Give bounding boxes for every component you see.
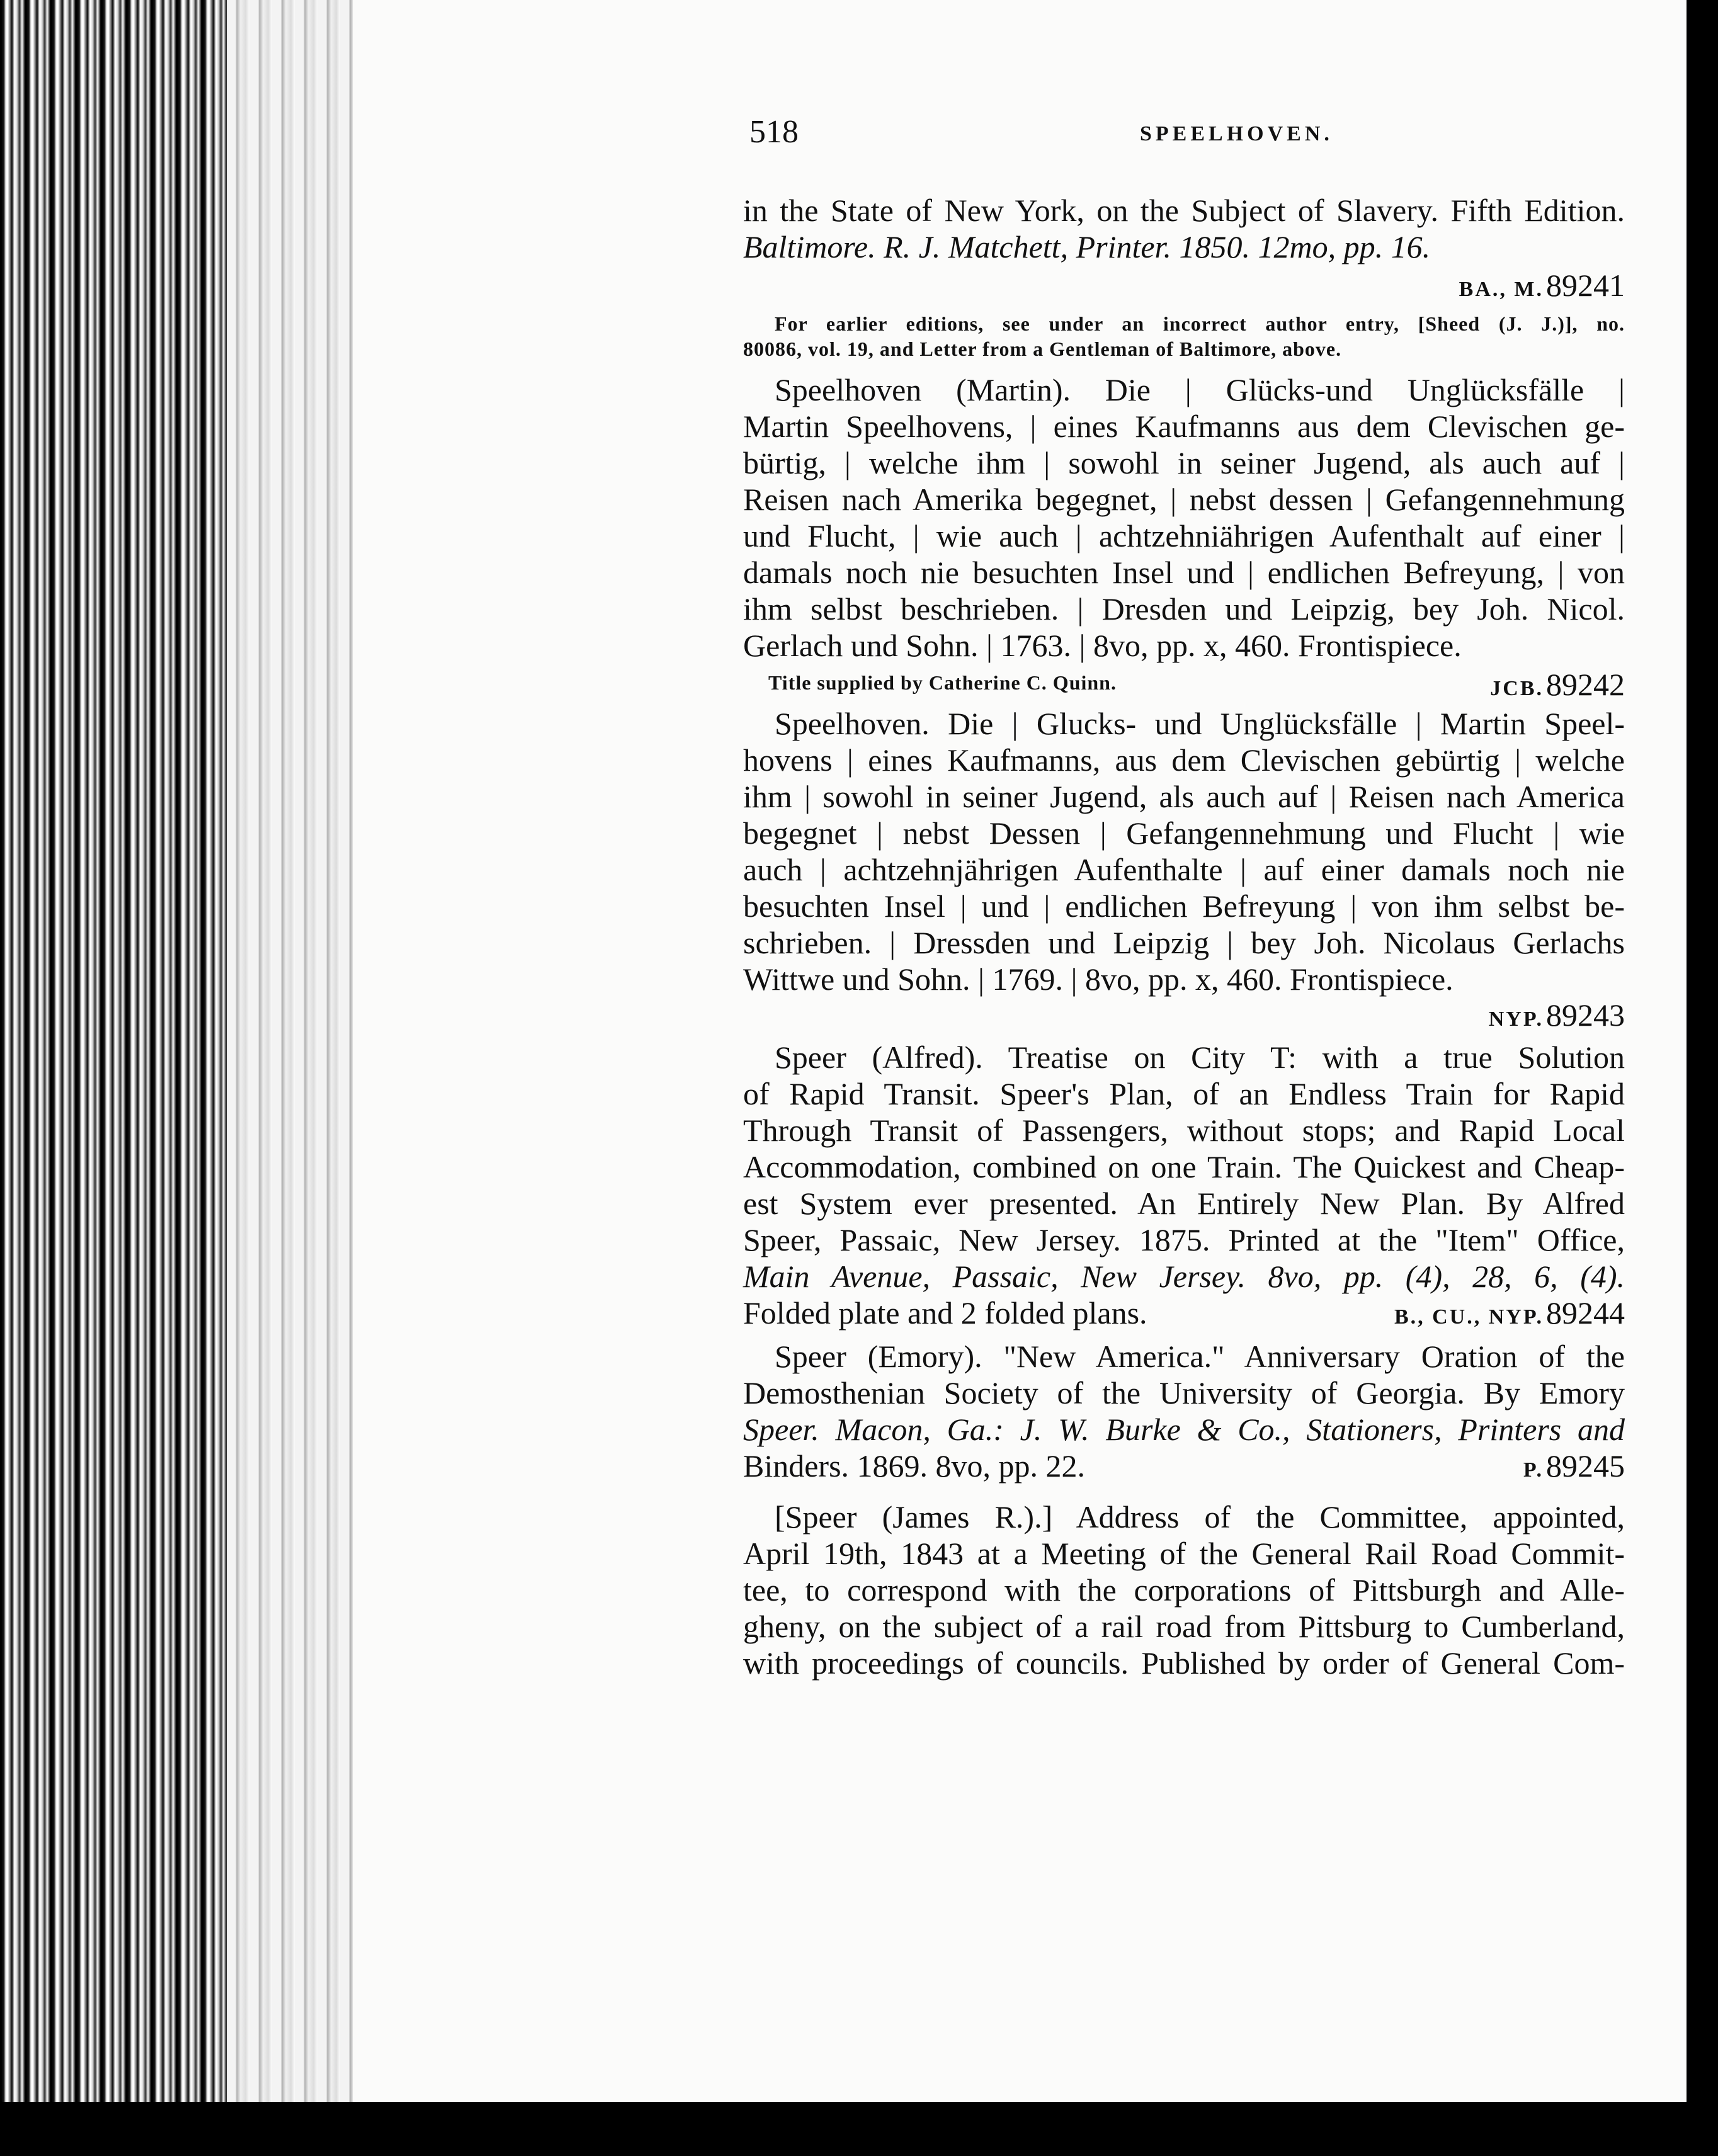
entry-line: Speer. Macon, Ga.: J. W. Burke & Co., Stationers, Printers and [743, 1412, 1625, 1447]
entry-line: Speer (Alfred). Treatise on City T: with a true Solution [775, 1040, 1625, 1075]
entry-ref [743, 666, 1625, 702]
entry-line: Accommodation, combined on one Train. The Quickest and Cheap- [743, 1149, 1625, 1184]
page-header [749, 113, 1631, 164]
entry-line: of Rapid Transit. Speer's Plan, of an Endless Train for Rapid [743, 1076, 1625, 1111]
entry-line: in the State of New York, on the Subject of Slavery. Fifth Edition. [743, 193, 1625, 228]
entry-location: B., CU., NYP. [1394, 1305, 1544, 1329]
entry-line: Speelhoven (Martin). Die | Glücks-und Unglücksfälle | [775, 372, 1625, 407]
entry-line: gheny, on the subject of a rail road from Pittsburg to Cumberland, [743, 1609, 1625, 1644]
entry-ref [743, 268, 1625, 311]
entry-number: 89241 [1546, 268, 1625, 303]
entry-line: begegnet | nebst Dessen | Gefangennehmung und Flucht | wie [743, 815, 1625, 851]
entry-line: Gerlach und Sohn. | 1763. | 8vo, pp. x, 460. Frontispiece. [743, 628, 1462, 663]
entry-89244 [743, 1039, 1625, 1331]
entry-line: Speelhoven. Die | Glucks- und Unglücksfälle | Martin Speel- [775, 706, 1625, 741]
entry-line: auch | achtzehnjährigen Aufenthalte | auf einer damals noch nie [743, 852, 1625, 887]
entry-89242 [743, 372, 1625, 702]
page-number: 518 [749, 114, 799, 150]
scan-border-bottom [0, 2102, 1718, 2156]
entry-line: ihm selbst beschrieben. | Dresden und Leipzig, bey Joh. Nicol. [743, 591, 1625, 627]
entry-location: P. [1523, 1458, 1544, 1482]
entry-location: BA., M. [1459, 278, 1544, 301]
entry-line: besuchten Insel | und | endlichen Befreyung | von ihm selbst be- [743, 888, 1625, 924]
entry-ref-right [1490, 666, 1625, 703]
entry-ref [743, 997, 1625, 1041]
entry-line: Baltimore. R. J. Matchett, Printer. 1850. 12mo, pp. 16. [743, 229, 1431, 264]
entry-number: 89244 [1546, 1295, 1625, 1330]
entry-number: 89245 [1546, 1448, 1625, 1484]
entry-line: Main Avenue, Passaic, New Jersey. 8vo, pp. (4), 28, 6, (4). [743, 1259, 1625, 1294]
entry-line: Through Transit of Passengers, without stops; and Rapid Local [743, 1113, 1625, 1148]
entry-number: 89243 [1546, 997, 1625, 1033]
entry-line: est System ever presented. An Entirely New Plan. By Alfred [743, 1186, 1625, 1221]
entry-line: with proceedings of councils. Published by order of General Com- [743, 1645, 1625, 1681]
entry-ref [743, 1448, 1625, 1484]
entry-note-line: 80086, vol. 19, and Letter from a Gentleman of Baltimore, above. [743, 338, 1342, 360]
scan-border-right [1687, 0, 1718, 2156]
entry-ref-right [1394, 1295, 1625, 1339]
entry-89243 [743, 705, 1625, 1041]
book-page-edges-inner [227, 0, 353, 2106]
entry-location: JCB. [1490, 677, 1544, 700]
entry-line: Wittwe und Sohn. | 1769. | 8vo, pp. x, 460. Frontispiece. [743, 962, 1453, 997]
entry-line: [Speer (James R.).] Address of the Committee, appointed, [775, 1499, 1625, 1535]
running-head: SPEELHOVEN. [1140, 122, 1333, 145]
entry-speer-james [743, 1499, 1625, 1681]
entry-line: Martin Speelhovens, | eines Kaufmanns aus dem Clevischen ge- [743, 409, 1625, 444]
entry-line: Folded plate and 2 folded plans. [743, 1295, 1147, 1330]
entry-line: April 19th, 1843 at a Meeting of the General Rail Road Commit- [743, 1536, 1625, 1571]
entry-line: Demosthenian Society of the University of Georgia. By Emory [743, 1375, 1625, 1410]
entry-note: Title supplied by Catherine C. Quinn. [768, 671, 1117, 694]
entry-line: Speer, Passaic, New Jersey. 1875. Printed at the "Item" Office, [743, 1222, 1625, 1257]
entry-ref [743, 1295, 1625, 1331]
entry-line: ihm | sowohl in seiner Jugend, als auch auf | Reisen nach America [743, 779, 1625, 814]
entry-line: Reisen nach Amerika begegnet, | nebst dessen | Gefangennehmung [743, 482, 1625, 517]
entry-89241 [743, 192, 1625, 361]
entry-line: tee, to correspond with the corporations of Pittsburgh and Alle- [743, 1572, 1625, 1608]
entry-line: und Flucht, | wie auch | achtzehniährigen Aufenthalt auf einer | [743, 518, 1625, 553]
entry-line: Speer (Emory). "New America." Anniversary Oration of the [775, 1339, 1625, 1374]
entry-ref-right [1523, 1448, 1625, 1492]
entry-line: schrieben. | Dressden und Leipzig | bey Joh. Nicolaus Gerlachs [743, 925, 1625, 960]
entry-89245 [743, 1338, 1625, 1484]
entry-line: bürtig, | welche ihm | sowohl in seiner Jugend, als auch auf | [743, 445, 1625, 480]
entry-line: Binders. 1869. 8vo, pp. 22. [743, 1448, 1086, 1484]
entry-location: NYP. [1488, 1007, 1544, 1031]
entry-line: damals noch nie besuchten Insel und | endlichen Befreyung, | von [743, 555, 1625, 590]
entry-note-line: For earlier editions, see under an incorrect author entry, [Sheed (J. J.)], no. [775, 312, 1625, 335]
entry-line: hovens | eines Kaufmanns, aus dem Clevischen gebürtig | welche [743, 742, 1625, 778]
entry-number: 89242 [1546, 667, 1625, 702]
